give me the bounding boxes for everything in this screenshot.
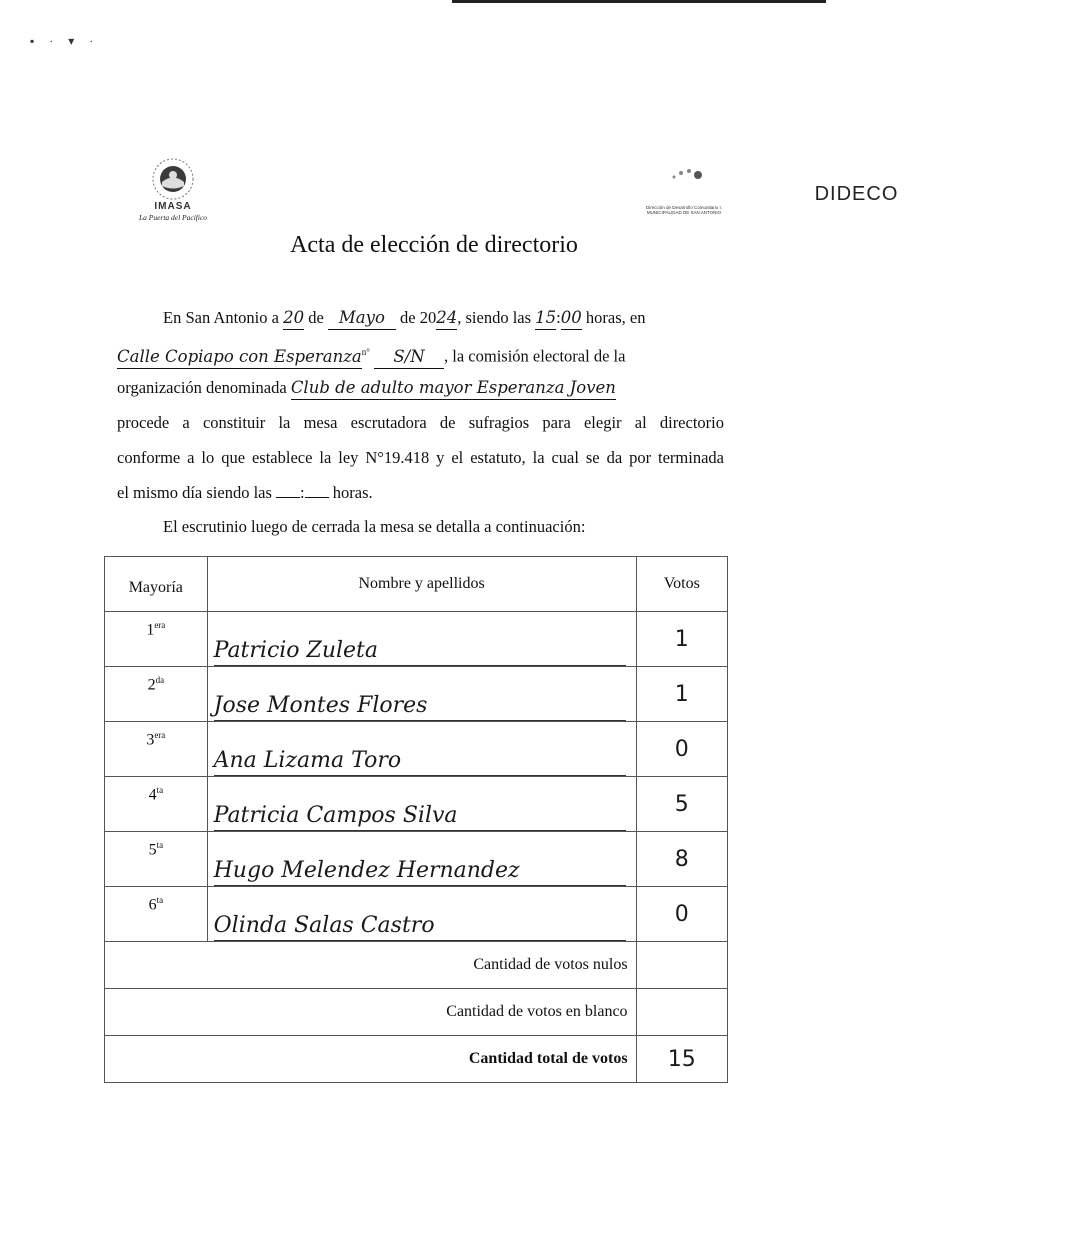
seal-icon (143, 155, 203, 201)
votes-cell: 5 (636, 777, 727, 832)
votes-table (104, 556, 728, 1083)
total-votes-value: 15 (636, 1036, 727, 1083)
paragraph-line-3: organización denominada Club de adulto mayor Esperanza Joven (117, 370, 724, 405)
paragraph-line-5: conforme a lo que establece la ley N°19.418 y el estatuto, la cual se da por terminada (117, 448, 724, 467)
table-row (105, 612, 728, 667)
dideco-subtitle: Dirección de Desarrollo Comunitario I. MUNICIPALIDAD DE SAN ANTONIO (645, 205, 723, 215)
table-row (105, 777, 728, 832)
imasa-logo-text: IMASA (154, 201, 192, 212)
paragraph-line-1: En San Antonio a 20 de Mayo de 2024, siendo las 15:00 horas, en (117, 300, 724, 335)
table-header-row (105, 557, 728, 612)
minute-field: 00 (561, 307, 582, 330)
hour-field: 15 (535, 307, 556, 330)
organization-field: Club de adulto mayor Esperanza Joven (291, 377, 616, 400)
year-field: 24 (436, 307, 457, 330)
null-votes-row (105, 942, 728, 989)
rank-cell: $2^{da}$ (105, 667, 208, 722)
dideco-dots-icon (668, 165, 708, 181)
candidate-name-cell: Ana Lizama Toro (207, 722, 636, 777)
header-name: Nombre y apellidos (207, 557, 636, 612)
dideco-logo (638, 165, 899, 225)
paragraph-line-4: procede a constituir la mesa escrutadora de sufragios para elegir al directorio (117, 413, 724, 432)
imasa-tagline: La Puerta del Pacífico (138, 213, 208, 222)
table-row (105, 667, 728, 722)
day-field: 20 (283, 307, 304, 330)
top-border-line (452, 0, 826, 3)
scrutiny-intro: El escrutinio luego de cerrada la mesa se detalla a continuación: (163, 517, 586, 536)
rank-cell: $6^{ta}$ (105, 887, 208, 942)
end-hour-blank (276, 483, 300, 498)
null-votes-label: Cantidad de votos nulos (105, 942, 637, 989)
header-rank: Mayoría (105, 557, 208, 612)
total-votes-row (105, 1036, 728, 1083)
candidate-name-cell: Hugo Melendez Hernandez (207, 832, 636, 887)
page-title: Acta de elección de directorio (290, 232, 578, 258)
votes-cell: 0 (636, 887, 727, 942)
rank-cell: $5^{ta}$ (105, 832, 208, 887)
table-row (105, 887, 728, 942)
dideco-logo-text: DIDECO (814, 183, 899, 205)
header-votes: Votos (636, 557, 727, 612)
act-paragraph (117, 300, 724, 510)
candidate-name-cell: Patricia Campos Silva (207, 777, 636, 832)
blank-votes-value (636, 989, 727, 1036)
votes-cell: 0 (636, 722, 727, 777)
votes-cell: 8 (636, 832, 727, 887)
candidate-name-cell: Olinda Salas Castro (207, 887, 636, 942)
candidate-name-cell: Patricio Zuleta (207, 612, 636, 667)
end-minute-blank (305, 483, 329, 498)
blank-votes-row (105, 989, 728, 1036)
rank-cell: $4^{ta}$ (105, 777, 208, 832)
votes-cell: 1 (636, 667, 727, 722)
scan-specks: ▪ · ▾ · (30, 34, 100, 48)
rank-cell: $3^{era}$ (105, 722, 208, 777)
total-votes-label: Cantidad total de votos (105, 1036, 637, 1083)
paragraph-line-6: el mismo día siendo las : horas. (117, 483, 373, 502)
candidate-name-cell: Jose Montes Flores (207, 667, 636, 722)
paragraph-line-2: Calle Copiapo con Esperanza$^{n^\circ}$ S/N , la comisión electoral de la (117, 335, 724, 370)
table-row (105, 722, 728, 777)
month-field: Mayo (328, 307, 396, 330)
null-votes-value (636, 942, 727, 989)
table-row (105, 832, 728, 887)
imasa-logo (118, 155, 228, 227)
address-field: Calle Copiapo con Esperanza (117, 346, 362, 369)
rank-cell: $1^{era}$ (105, 612, 208, 667)
blank-votes-label: Cantidad de votos en blanco (105, 989, 637, 1036)
votes-cell: 1 (636, 612, 727, 667)
number-field: S/N (374, 346, 444, 369)
